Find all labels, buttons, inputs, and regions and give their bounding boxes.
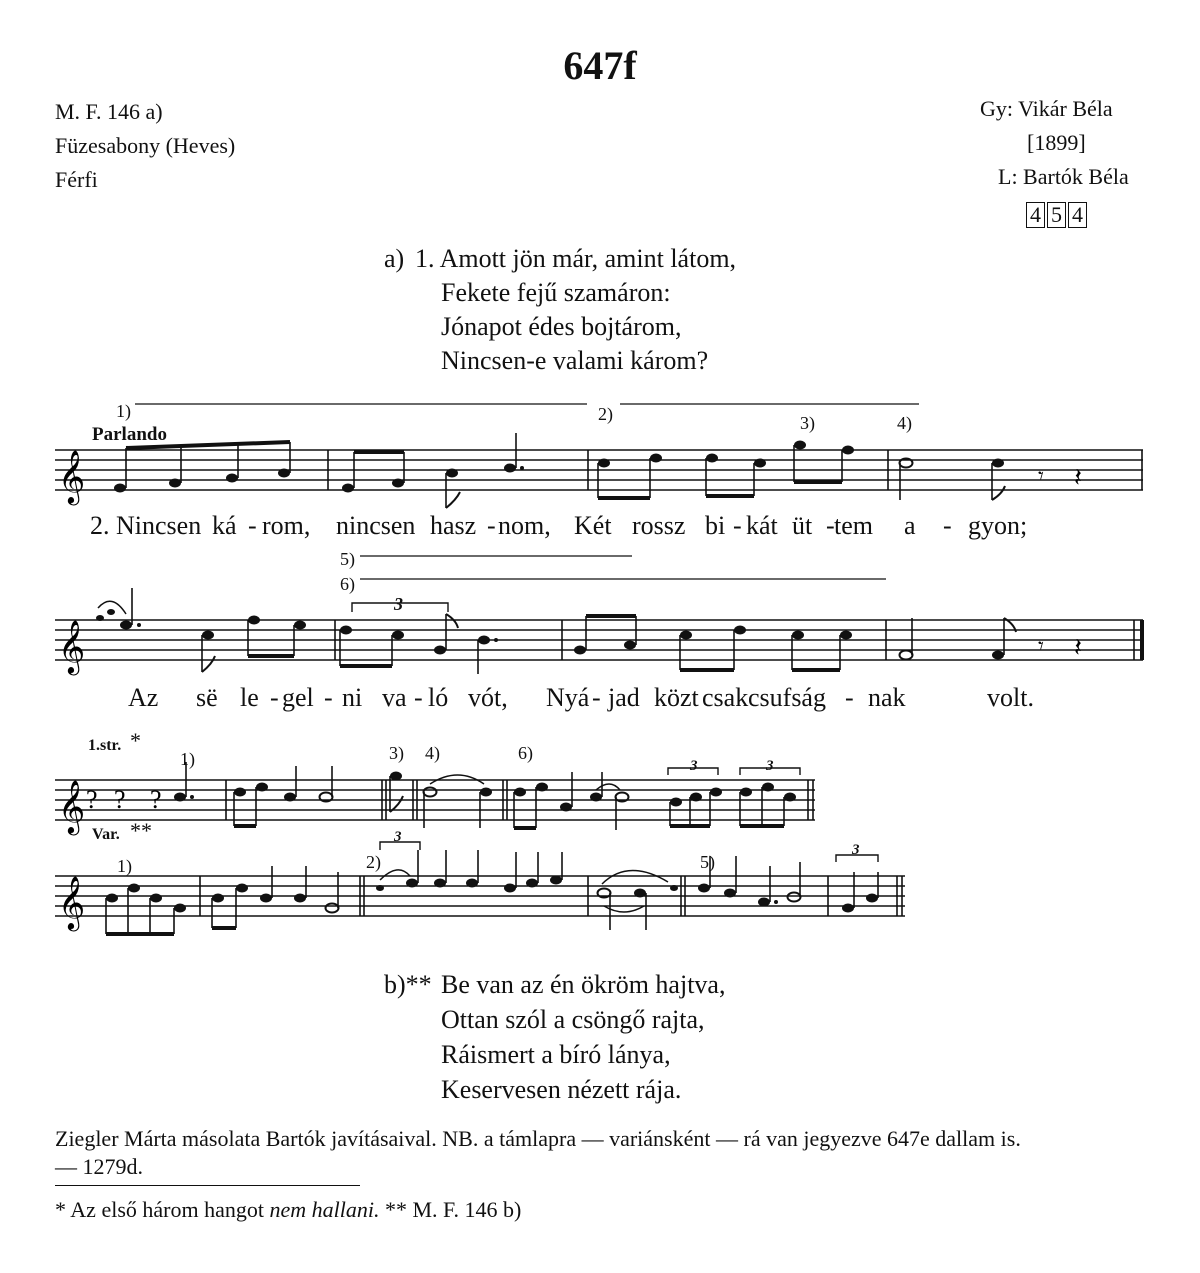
- lyric-syllable: 2. Nincsen: [90, 511, 202, 540]
- lyric-syllable: jad: [608, 683, 640, 712]
- variant-mark: 5): [700, 852, 715, 872]
- lyric-syllable: -: [826, 511, 835, 540]
- verse-a-line: 1. Amott jön már, amint látom,: [415, 244, 737, 273]
- verse-b-line: Ráismert a bíró lánya,: [441, 1040, 671, 1069]
- unheard-note-icon: ?: [86, 785, 98, 814]
- footnote-divider: [55, 1185, 360, 1186]
- lyric-syllable: -: [733, 511, 742, 540]
- lyric-syllable: -: [248, 511, 257, 540]
- lyric-syllable: -: [943, 511, 952, 540]
- lyric-syllable: közt: [654, 683, 699, 712]
- quarter-rest-icon: 𝄽: [1074, 633, 1082, 662]
- variant-mark: 1): [116, 401, 131, 421]
- lyric-syllable: gel: [282, 683, 314, 712]
- staff-2: [55, 556, 1143, 675]
- lyric-syllable: hasz: [430, 511, 477, 540]
- unheard-note-icon: ?: [150, 785, 162, 814]
- singer: Férfi: [55, 167, 98, 192]
- lyric-syllable: -: [592, 683, 601, 712]
- lyric-syllable: le: [240, 683, 259, 712]
- lyric-syllable: -: [487, 511, 496, 540]
- verse-a-label: a): [384, 244, 405, 273]
- lyric-syllable: csak: [702, 683, 749, 712]
- lyric-syllable: kát: [746, 511, 778, 540]
- verse-a-line: Fekete fejű szamáron:: [441, 278, 671, 307]
- triplet-mark: 3: [766, 758, 774, 774]
- triplet-mark: 3: [394, 594, 403, 614]
- lyric-syllable: csufság: [748, 683, 826, 712]
- footnote-italic-text: nem hallani.: [269, 1197, 380, 1222]
- variant-mark: 3): [800, 413, 815, 433]
- triplet-mark: 3: [690, 758, 698, 774]
- structure-box: 4: [1026, 202, 1045, 228]
- variant-mark: 2): [598, 404, 613, 424]
- lyric-syllable: vót,: [468, 683, 508, 712]
- lyric-syllable: bi: [705, 511, 726, 540]
- source-reference: M. F. 146 a): [55, 99, 163, 124]
- variant-mark: 6): [518, 743, 533, 763]
- source-note-line: — 1279d.: [55, 1154, 143, 1179]
- variant-mark: 1): [117, 856, 132, 876]
- lyric-syllable: Két: [574, 511, 612, 540]
- footnote-text: * Az első három hangot: [55, 1197, 270, 1222]
- triplet-mark: 3: [852, 842, 860, 858]
- lyric-syllable: a: [904, 511, 916, 540]
- collection-year: [1899]: [1027, 130, 1086, 155]
- lyric-syllable: ló: [428, 683, 449, 712]
- triplet-mark: 3: [394, 829, 402, 845]
- quarter-rest-icon: 𝄽: [1074, 463, 1082, 492]
- variant-mark: 3): [389, 743, 404, 763]
- lyric-syllable: nak: [868, 683, 906, 712]
- treble-clef-icon: 𝄞: [58, 779, 86, 833]
- footnote: [55, 1196, 521, 1224]
- collector: Gy: Vikár Béla: [980, 96, 1113, 121]
- lyric-syllable: -: [414, 683, 423, 712]
- unheard-note-icon: ?: [114, 785, 126, 814]
- footnote-star: *: [130, 728, 141, 753]
- lyric-syllable: nincsen: [336, 511, 416, 540]
- eighth-rest-icon: 𝄾: [1038, 633, 1044, 658]
- treble-clef-icon: 𝄞: [58, 449, 86, 503]
- lyric-syllable: rossz: [632, 511, 686, 540]
- lyric-syllable: gyon;: [968, 511, 1028, 540]
- source-note-line: Ziegler Márta másolata Bartók javításaival. NB. a támlapra — variánsként — rá van jegyezve 647e dallam is.: [55, 1126, 1021, 1151]
- variant-staff-2: [55, 842, 905, 934]
- variant-mark: 1): [180, 749, 195, 769]
- lyric-syllable: -: [324, 683, 333, 712]
- lyric-syllable: -: [845, 683, 854, 712]
- treble-clef-icon: 𝄞: [58, 875, 86, 929]
- lyric-syllable: üt: [792, 511, 813, 540]
- verse-a-line: Jónapot édes bojtárom,: [441, 312, 682, 341]
- verse-b-label: b)**: [384, 970, 432, 999]
- variant-mark: 2): [366, 852, 381, 872]
- eighth-rest-icon: 𝄾: [1038, 463, 1044, 488]
- tempo-marking: Parlando: [92, 424, 167, 445]
- lyric-syllable: ni: [342, 683, 363, 712]
- verse-b-line: Be van az én ökröm hajtva,: [441, 970, 726, 999]
- footnote-text: ** M. F. 146 b): [379, 1197, 522, 1222]
- structure-box: 5: [1047, 202, 1066, 228]
- verse-b-line: Ottan szól a csöngő rajta,: [441, 1005, 705, 1034]
- lyric-syllable: së: [196, 683, 218, 712]
- lyric-syllable: Az: [128, 683, 159, 712]
- footnote-star: **: [130, 818, 152, 843]
- lyric-syllable: volt.: [987, 683, 1034, 712]
- location: Füzesabony (Heves): [55, 133, 236, 158]
- variant-staff-1: [55, 762, 815, 835]
- transcriber: L: Bartók Béla: [998, 164, 1129, 189]
- variant-label: 1.str.: [88, 737, 122, 754]
- treble-clef-icon: 𝄞: [58, 619, 86, 673]
- lyric-syllable: ká: [212, 511, 237, 540]
- variant-mark: 5): [340, 549, 355, 569]
- variant-mark: 4): [425, 743, 440, 763]
- verse-a-line: Nincsen-e valami károm?: [441, 346, 709, 375]
- lyric-syllable: tem: [834, 511, 873, 540]
- verse-b-line: Keservesen nézett rája.: [441, 1075, 682, 1104]
- lyric-syllable: Nyá: [546, 683, 590, 712]
- structure-box: 4: [1068, 202, 1087, 228]
- lyric-syllable: -: [270, 683, 279, 712]
- lyric-syllable: va: [382, 683, 407, 712]
- variant-label: Var.: [92, 826, 120, 843]
- lyric-syllable: rom,: [262, 511, 311, 540]
- source-note: [55, 1125, 1155, 1181]
- page-title: 647f: [563, 43, 637, 88]
- variant-mark: 6): [340, 574, 355, 594]
- variant-mark: 4): [897, 413, 912, 433]
- lyric-syllable: nom,: [498, 511, 551, 540]
